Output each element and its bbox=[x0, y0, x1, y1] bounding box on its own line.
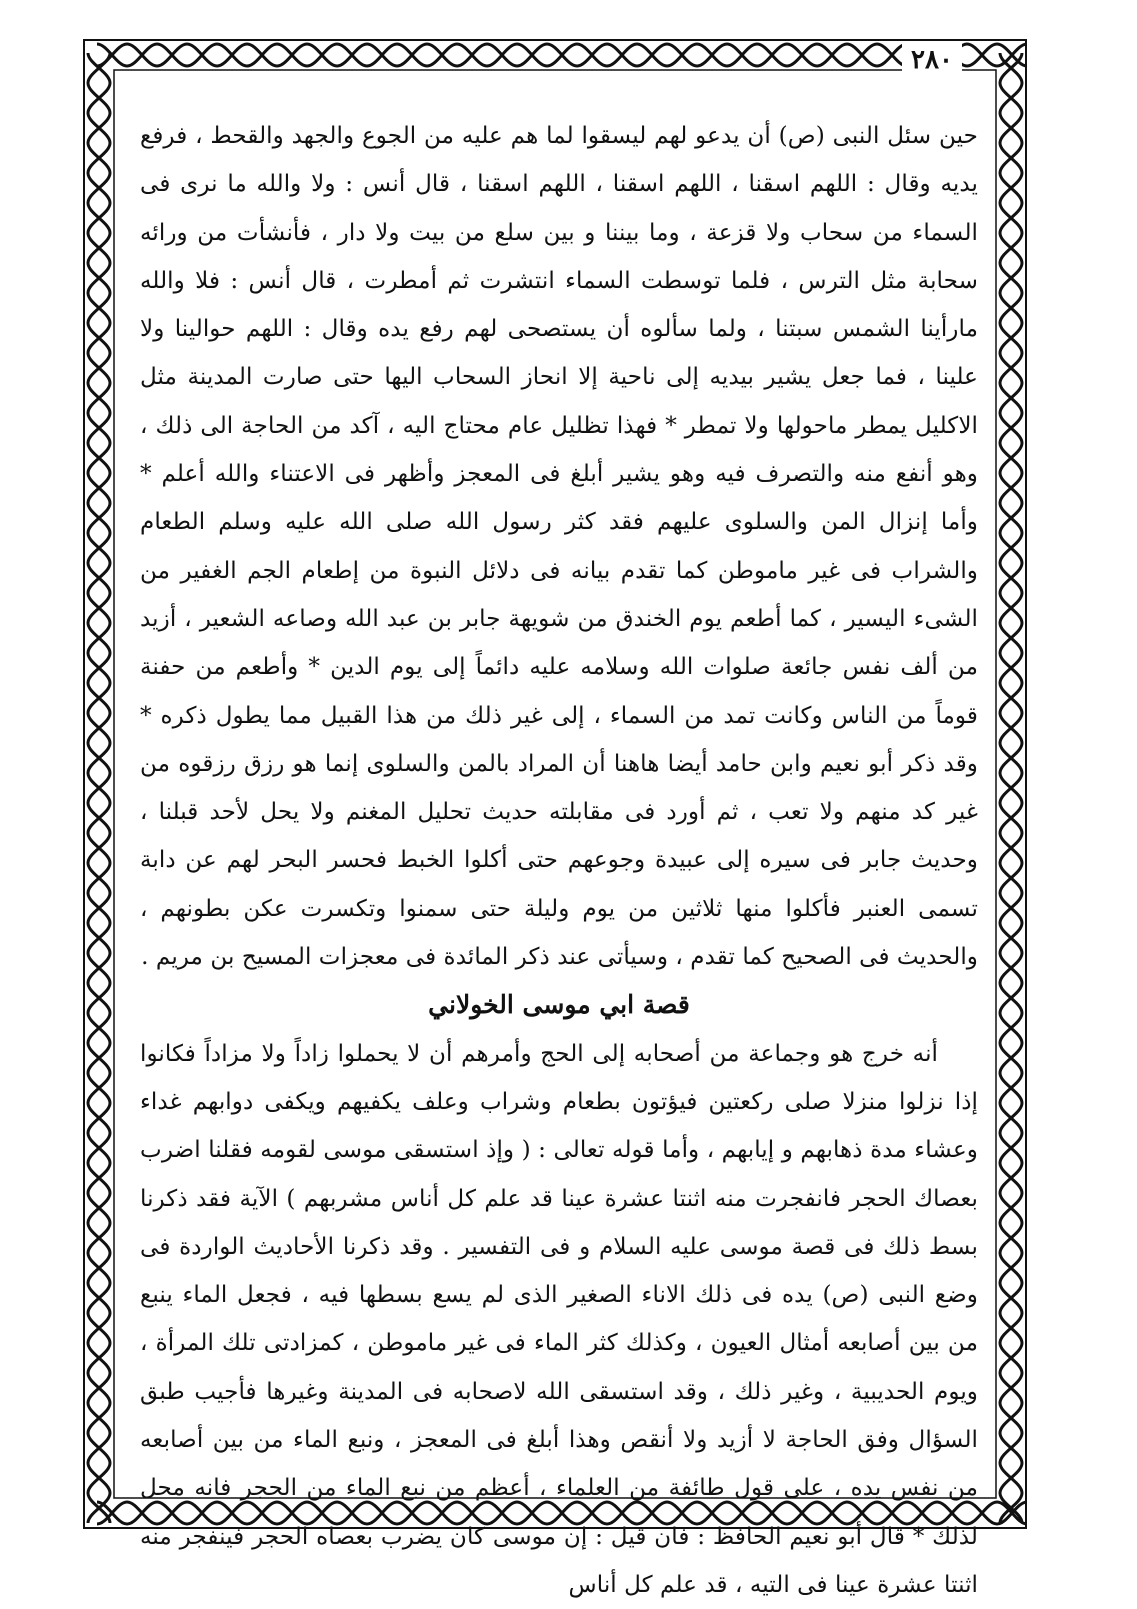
section-heading: قصة ابي موسى الخولاني bbox=[428, 990, 690, 1020]
rope-strand bbox=[88, 1433, 110, 1463]
rope-strand bbox=[1000, 743, 1022, 773]
rope-strand bbox=[88, 1133, 110, 1163]
rope-strand bbox=[88, 983, 110, 1013]
rope-strand bbox=[1000, 293, 1022, 323]
rope-strand bbox=[88, 323, 110, 353]
rope-strand bbox=[88, 263, 110, 293]
rope-strand bbox=[1000, 863, 1022, 893]
rope-strand bbox=[88, 593, 110, 623]
rope-strand bbox=[1000, 1133, 1022, 1163]
rope-strand bbox=[787, 44, 817, 66]
rope-strand bbox=[397, 44, 427, 66]
rope-strand bbox=[697, 44, 727, 66]
rope-strand bbox=[88, 353, 110, 383]
rope-strand bbox=[88, 1283, 110, 1313]
rope-strand bbox=[88, 203, 110, 233]
rope-strand bbox=[1000, 623, 1022, 653]
rope-strand bbox=[1000, 1163, 1022, 1193]
rope-strand bbox=[157, 44, 187, 66]
rope-strand bbox=[1000, 893, 1022, 923]
rope-strand bbox=[517, 44, 547, 66]
rope-strand bbox=[1000, 1043, 1022, 1073]
rope-strand bbox=[757, 44, 787, 66]
rope-strand bbox=[1000, 113, 1022, 143]
rope-strand bbox=[88, 743, 110, 773]
rope-strand bbox=[88, 683, 110, 713]
rope-strand bbox=[88, 83, 110, 113]
rope-strand bbox=[1000, 1463, 1022, 1493]
rope-strand bbox=[1000, 713, 1022, 743]
rope-strand bbox=[1000, 473, 1022, 503]
rope-strand bbox=[88, 1013, 110, 1043]
rope-strand bbox=[637, 44, 667, 66]
rope-strand bbox=[607, 44, 637, 66]
rope-strand bbox=[88, 833, 110, 863]
rope-strand bbox=[667, 44, 697, 66]
rope-strand bbox=[88, 1073, 110, 1103]
rope-strand bbox=[1000, 1433, 1022, 1463]
page-body bbox=[140, 112, 979, 1598]
rope-strand bbox=[88, 503, 110, 533]
body-paragraph-1: حين سئل النبى (ص) أن يدعو لهم ليسقوا لما هم عليه من الجوع والجهد والقحط ، فرفع يديه وقال : اللهم اسقنا ، اللهم اسقنا ، اللهم اسقنا ، قال أنس : ولا والله ما نرى فى السماء من سحاب ولا قزعة ، وما بيننا و بين سلع من بيت ولا دار ، فأنشأت من ورائه سحابة مثل الترس ، فلما توسطت السماء انتشرت ثم أمطرت ، قال أنس : فلا والله مارأينا الشمس سبتنا ، ولما سألوه أن يستصحى لهم رفع يده وقال : اللهم حوالينا ولا علينا ، فما جعل يشير بيديه إلى ناحية إلا انحاز السحاب اليها حتى صارت المدينة مثل الاكليل يمطر ماحولها ولا تمطر * فهذا تظليل عام محتاج اليه ، آكد من الحاجة الى ذلك ، وهو أنفع منه والتصرف فيه وهو يشير أبلغ فى المعجز وأظهر فى الاعتناء والله أعلم * وأما إنزال المن والسلوى عليهم فقد كثر رسول الله صلى الله عليه وسلم الطعام والشراب فى غير ماموطن كما تقدم بيانه فى دلائل النبوة من إطعام الجم الغفير من الشىء اليسير ، كما أطعم يوم الخندق من شويهة جابر بن عبد الله وصاعه الشعير ، أزيد من ألف نفس جائعة صلوات الله وسلامه عليه دائماً إلى يوم الدين * وأطعم من حفنة قوماً من الناس وكانت تمد من السماء ، إلى غير ذلك من هذا القبيل مما يطول ذكره * وقد ذكر أبو نعيم وابن حامد أيضا هاهنا أن المراد بالمن والسلوى إنما هو رزق رزقوه من غير كد منهم ولا تعب ، ثم أورد فى مقابلته حديث تحليل المغنم ولا يحل لأحد قبلنا ، وحديث جابر فى سيره إلى عبيدة وجوعهم حتى أكلوا الخبط فحسر البحر لهم عن دابة تسمى العنبر فأكلوا منها ثلاثين من يوم وليلة حتى سمنوا وتكسرت عكن بطونهم ، والحديث فى الصحيح كما تقدم ، وسيأتى عند ذكر المائدة فى معجزات المسيح بن مريم . bbox=[140, 122, 978, 971]
rope-strand bbox=[577, 44, 607, 66]
rope-strand bbox=[88, 1103, 110, 1133]
rope-strand bbox=[88, 1163, 110, 1193]
rope-strand bbox=[1000, 1223, 1022, 1253]
rope-strand bbox=[88, 113, 110, 143]
rope-strand bbox=[88, 653, 110, 683]
rope-strand bbox=[1000, 653, 1022, 683]
rope-strand bbox=[967, 44, 997, 66]
rope-strand bbox=[88, 1463, 110, 1493]
rope-strand bbox=[1000, 983, 1022, 1013]
rope-strand bbox=[1000, 503, 1022, 533]
rope-strand bbox=[277, 44, 307, 66]
rope-strand bbox=[88, 1373, 110, 1403]
rope-strand bbox=[1000, 1103, 1022, 1133]
rope-strand bbox=[1000, 173, 1022, 203]
rope-strand bbox=[187, 44, 217, 66]
rope-strand bbox=[1000, 803, 1022, 833]
rope-strand bbox=[1000, 383, 1022, 413]
rope-strand bbox=[817, 44, 847, 66]
rope-strand bbox=[1000, 593, 1022, 623]
rope-strand bbox=[1000, 1313, 1022, 1343]
rope-strand bbox=[88, 53, 110, 83]
rope-strand bbox=[1000, 923, 1022, 953]
rope-strand bbox=[88, 1253, 110, 1283]
rope-strand bbox=[88, 233, 110, 263]
rope-strand bbox=[1000, 833, 1022, 863]
rope-strand bbox=[88, 623, 110, 653]
body-paragraph-2: أنه خرج هو وجماعة من أصحابه إلى الحج وأمرهم أن لا يحملوا زاداً ولا مزاداً فكانوا إذا نزلوا منزلا صلى ركعتين فيؤتون بطعام وشراب وعلف يكفيهم ويكفى دوابهم غداء وعشاء مدة ذهابهم و إيابهم ، وأما قوله تعالى : ( وإذ استسقى موسى لقومه فقلنا اضرب بعصاك الحجر فانفجرت منه اثنتا عشرة عينا قد علم كل أناس مشربهم ) الآية فقد ذكرنا بسط ذلك فى قصة موسى عليه السلام و فى التفسير . وقد ذكرنا الأحاديث الواردة فى وضع النبى (ص) يده فى ذلك الاناء الصغير الذى لم يسع بسطها فيه ، فجعل الماء ينبع من بين أصابعه أمثال العيون ، وكذلك كثر الماء فى غير ماموطن ، كمزادتى تلك المرأة ، ويوم الحديبية ، وغير ذلك ، وقد استسقى الله لاصحابه فى المدينة وغيرها فأجيب طبق السؤال وفق الحاجة لا أزيد ولا أنقص وهذا أبلغ فى المعجز ، ونبع الماء من بين أصابعه من نفس يده ، على قول طائفة من العلماء ، أعظم من نبع الماء من الحجر فانه محل لذلك * قال أبو نعيم الحافظ : فان قيل : إن موسى كان يضرب بعصاه الحجر فينفجر منه اثنتا عشرة عينا فى التيه ، قد علم كل أناس bbox=[140, 1039, 979, 1598]
rope-strand bbox=[547, 44, 577, 66]
rope-strand bbox=[217, 44, 247, 66]
page-number: ٢٨٠ bbox=[902, 42, 962, 78]
rope-strand bbox=[88, 953, 110, 983]
rope-strand bbox=[88, 1403, 110, 1433]
rope-strand bbox=[88, 863, 110, 893]
rope-strand bbox=[88, 1343, 110, 1373]
rope-strand bbox=[88, 803, 110, 833]
rope-strand bbox=[88, 473, 110, 503]
rope-strand bbox=[457, 44, 487, 66]
rope-strand bbox=[1000, 563, 1022, 593]
rope-strand bbox=[127, 44, 157, 66]
rope-strand bbox=[88, 1193, 110, 1223]
rope-strand bbox=[88, 923, 110, 953]
rope-strand bbox=[88, 713, 110, 743]
rope-strand bbox=[1000, 323, 1022, 353]
rope-strand bbox=[1000, 683, 1022, 713]
rope-strand bbox=[307, 44, 337, 66]
rope-strand bbox=[88, 173, 110, 203]
rope-strand bbox=[1000, 1343, 1022, 1373]
rope-strand bbox=[88, 443, 110, 473]
rope-strand bbox=[88, 143, 110, 173]
rope-strand bbox=[247, 44, 277, 66]
rope-strand bbox=[367, 44, 397, 66]
rope-strand bbox=[88, 533, 110, 563]
rope-strand bbox=[1000, 203, 1022, 233]
rope-strand bbox=[427, 44, 457, 66]
rope-strand bbox=[1000, 143, 1022, 173]
rope-strand bbox=[1000, 1253, 1022, 1283]
rope-strand bbox=[1000, 1193, 1022, 1223]
rope-strand bbox=[1000, 353, 1022, 383]
rope-strand bbox=[1000, 1073, 1022, 1103]
rope-strand bbox=[1000, 533, 1022, 563]
rope-strand bbox=[88, 383, 110, 413]
rope-strand bbox=[1000, 413, 1022, 443]
rope-strand bbox=[88, 1043, 110, 1073]
rope-strand bbox=[1000, 1283, 1022, 1313]
rope-strand bbox=[88, 413, 110, 443]
rope-strand bbox=[88, 1223, 110, 1253]
rope-strand bbox=[88, 893, 110, 923]
rope-strand bbox=[1000, 83, 1022, 113]
rope-strand bbox=[88, 563, 110, 593]
rope-strand bbox=[1000, 443, 1022, 473]
rope-strand bbox=[88, 773, 110, 803]
rope-strand bbox=[1000, 1373, 1022, 1403]
rope-strand bbox=[97, 44, 127, 66]
rope-strand bbox=[1000, 1403, 1022, 1433]
rope-strand bbox=[1000, 263, 1022, 293]
rope-strand bbox=[88, 1313, 110, 1343]
rope-strand bbox=[847, 44, 877, 66]
rope-strand bbox=[487, 44, 517, 66]
rope-strand bbox=[1000, 953, 1022, 983]
rope-strand bbox=[1000, 773, 1022, 803]
rope-strand bbox=[727, 44, 757, 66]
rope-strand bbox=[337, 44, 367, 66]
rope-strand bbox=[1000, 1013, 1022, 1043]
rope-strand bbox=[88, 293, 110, 323]
rope-strand bbox=[1000, 233, 1022, 263]
